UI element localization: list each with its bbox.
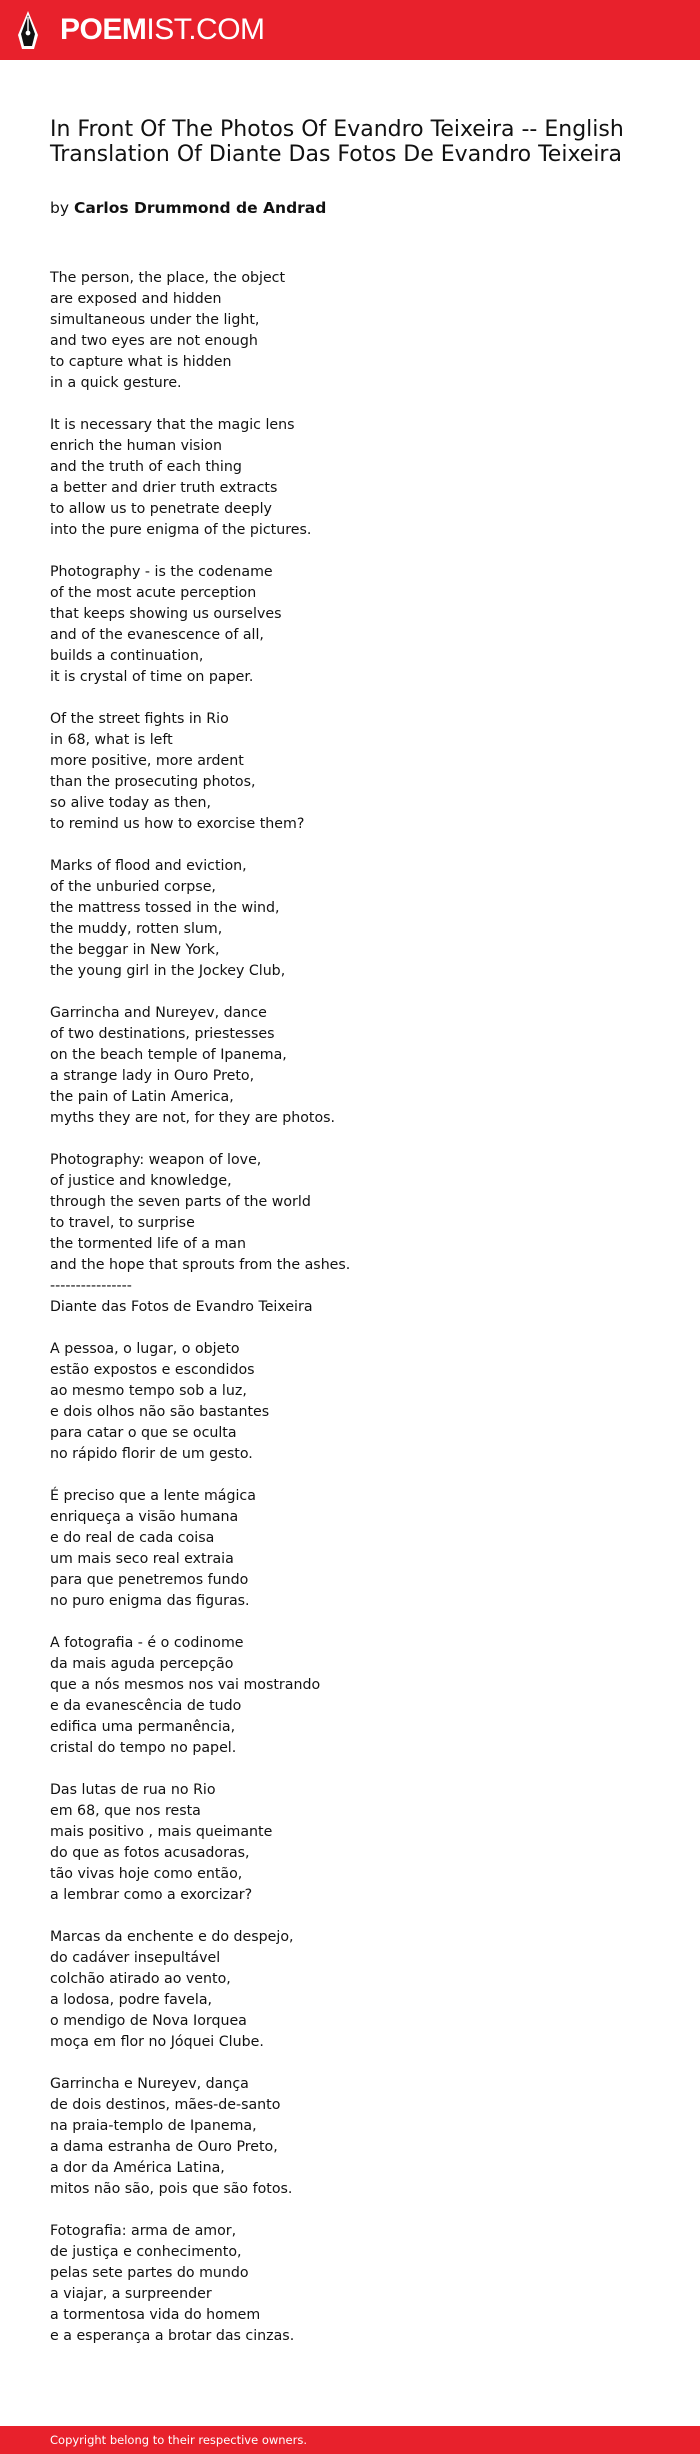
poem-line: of the unburied corpse, [50,879,216,895]
logo-light-text: IST.COM [146,13,265,46]
poem-line: a lembrar como a exorcizar? [50,1887,253,1903]
poem-line: pelas sete partes do mundo [50,2265,249,2281]
poem-line: a lodosa, podre favela, [50,1992,213,2008]
byline [50,196,326,220]
poem-line: para catar o que se oculta [50,1425,237,1441]
poem-line: to travel, to surprise [50,1215,195,1231]
poem-line: simultaneous under the light, [50,312,260,328]
poem-line: em 68, que nos resta [50,1803,201,1819]
poem-line: e dois olhos não são bastantes [50,1404,270,1420]
poem-line: The person, the place, the object [50,270,286,286]
poem-line: de dois destinos, mães-de-santo [50,2097,281,2113]
poem-line: myths they are not, for they are photos. [50,1110,336,1126]
copyright-notice: Copyright belong to their respective owners. [50,2433,308,2447]
poem-line: so alive today as then, [50,795,212,811]
poem-line: do cadáver insepultável [50,1950,221,1966]
poem-line: on the beach temple of Ipanema, [50,1047,287,1063]
poem-line: o mendigo de Nova Iorquea [50,2013,247,2029]
poem-title: In Front Of The Photos Of Evandro Teixeira -- English Translation Of Diante Das Fotos De Evandro Teixeira [50,117,624,167]
poem-line: mais positivo , mais queimante [50,1824,273,1840]
poem-line: the tormented life of a man [50,1236,246,1252]
poem-line: Diante das Fotos de Evandro Teixeira [50,1299,313,1315]
poem-stanza [50,562,670,688]
poem-line: the muddy, rotten slum, [50,921,223,937]
poem-line: that keeps showing us ourselves [50,606,282,622]
poem-line: A fotografia - é o codinome [50,1635,244,1651]
poem-line: na praia-templo de Ipanema, [50,2118,257,2134]
poem-line: no rápido florir de um gesto. [50,1446,253,1462]
poem-line: the young girl in the Jockey Club, [50,963,286,979]
poem-line: builds a continuation, [50,648,204,664]
poem-stanza [50,2221,670,2347]
poem-stanza [50,709,670,835]
poem-stanza [50,1150,670,1318]
site-logo[interactable] [60,13,265,47]
poem-stanza [50,1927,670,2053]
poem-line: edifica uma permanência, [50,1719,236,1735]
poem-line: ao mesmo tempo sob a luz, [50,1383,247,1399]
poem-line: Marks of flood and eviction, [50,858,247,874]
poem-line: estão expostos e escondidos [50,1362,255,1378]
poem-line: a dor da América Latina, [50,2160,225,2176]
poem-line: enrich the human vision [50,438,222,454]
poem-stanza [50,1486,670,1612]
poem-stanza [50,856,670,982]
top-bar [0,0,700,60]
poem-line: tão vivas hoje como então, [50,1866,243,1882]
poem-line: que a nós mesmos nos vai mostrando [50,1677,321,1693]
poem-line: no puro enigma das figuras. [50,1593,250,1609]
poem-line: ---------------- [50,1278,132,1294]
poem-stanza [50,415,670,541]
poem-line: than the prosecuting photos, [50,774,256,790]
poem-line: Das lutas de rua no Rio [50,1782,216,1798]
poem-line: enriqueça a visão humana [50,1509,239,1525]
poem-stanza [50,2074,670,2200]
poem-line: in a quick gesture. [50,375,182,391]
poem-line: a tormentosa vida do homem [50,2307,261,2323]
poem-stanza [50,1339,670,1465]
poem-stanza [50,268,670,394]
poem-line: Garrincha e Nureyev, dança [50,2076,249,2092]
by-label: by [50,199,70,217]
poem-stanza [50,1633,670,1759]
poem-line: and the hope that sprouts from the ashes. [50,1257,351,1273]
poem-line: da mais aguda percepção [50,1656,234,1672]
poem-line: into the pure enigma of the pictures. [50,522,312,538]
poem-line: Of the street fights in Rio [50,711,229,727]
poem-line: Photography: weapon of love, [50,1152,262,1168]
poem-line: a better and drier truth extracts [50,480,278,496]
poem-line: A pessoa, o lugar, o objeto [50,1341,240,1357]
poem-stanza [50,1003,670,1129]
poem-line: the mattress tossed in the wind, [50,900,280,916]
poem-line: e do real de cada coisa [50,1530,215,1546]
poem-line: mitos não são, pois que são fotos. [50,2181,293,2197]
poem-line: to allow us to penetrate deeply [50,501,272,517]
poem-line: of the most acute perception [50,585,257,601]
poem-line: the beggar in New York, [50,942,220,958]
logo-bold-text: POEM [60,13,147,46]
poem-line: the pain of Latin America, [50,1089,234,1105]
poem-line: to remind us how to exorcise them? [50,816,305,832]
poem-line: and the truth of each thing [50,459,242,475]
poem-line: Marcas da enchente e do despejo, [50,1929,294,1945]
poem-line: e da evanescência de tudo [50,1698,242,1714]
poem-line: Fotografia: arma de amor, [50,2223,237,2239]
poem-line: and two eyes are not enough [50,333,258,349]
author-name[interactable]: Carlos Drummond de Andrad [73,199,327,217]
poem-line: para que penetremos fundo [50,1572,249,1588]
poem-line: moça em flor no Jóquei Clube. [50,2034,264,2050]
poem-line: e a esperança a brotar das cinzas. [50,2328,295,2344]
poem-line: of justice and knowledge, [50,1173,232,1189]
poem-line: a strange lady in Ouro Preto, [50,1068,255,1084]
poem-line: It is necessary that the magic lens [50,417,295,433]
footer-bar [0,2426,700,2454]
poem-stanza [50,1780,670,1906]
poem-line: are exposed and hidden [50,291,222,307]
poem-line: of two destinations, priestesses [50,1026,275,1042]
poem-line: to capture what is hidden [50,354,232,370]
poem-line: de justiça e conhecimento, [50,2244,242,2260]
poem-body [50,268,670,2368]
poem-line: it is crystal of time on paper. [50,669,254,685]
poem-line: a dama estranha de Ouro Preto, [50,2139,278,2155]
pen-nib-icon[interactable] [16,9,40,51]
poem-line: and of the evanescence of all, [50,627,264,643]
poem-line: in 68, what is left [50,732,173,748]
poem-line: um mais seco real extraia [50,1551,234,1567]
poem-line: through the seven parts of the world [50,1194,311,1210]
poem-line: Garrincha and Nureyev, dance [50,1005,267,1021]
poem-line: do que as fotos acusadoras, [50,1845,250,1861]
poem-line: colchão atirado ao vento, [50,1971,231,1987]
poem-line: Photography - is the codename [50,564,273,580]
poem-line: cristal do tempo no papel. [50,1740,237,1756]
poem-line: more positive, more ardent [50,753,244,769]
poem-line: É preciso que a lente mágica [50,1488,256,1504]
poem-line: a viajar, a surpreender [50,2286,212,2302]
